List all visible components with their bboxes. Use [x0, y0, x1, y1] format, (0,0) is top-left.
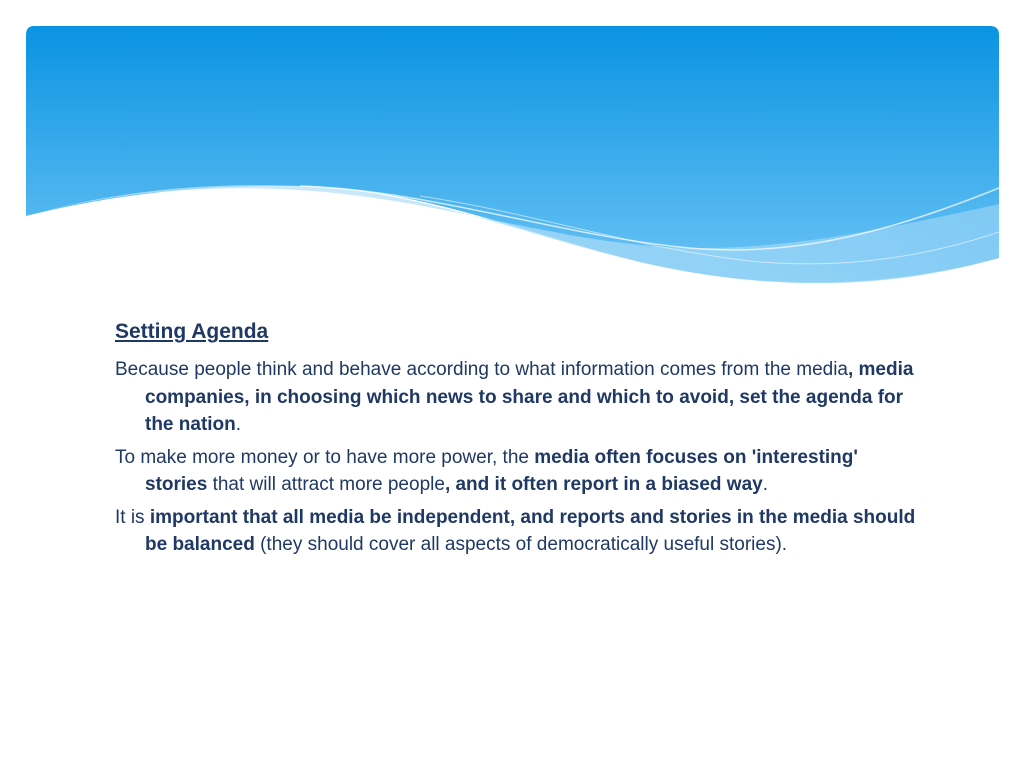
- paragraph-money-power-bold-1: media often focuses on 'interesting' stories: [145, 446, 858, 495]
- paragraph-independence-bold-1: important that all media be independent, and reports and stories in the media should be balanced: [145, 506, 916, 555]
- paragraph-independence-text-2: (they should cover all aspects of democratically useful stories).: [254, 534, 788, 555]
- paragraph-independence: [115, 504, 925, 559]
- wave-banner: [0, 0, 1024, 300]
- paragraph-money-power-text-1: To make more money or to have more power, the: [115, 446, 535, 468]
- slide-heading: Setting Agenda: [115, 320, 269, 343]
- paragraph-agenda-text-2: .: [235, 414, 242, 435]
- paragraph-agenda-text-1: Because people think and behave according to what information comes from the media: [115, 359, 848, 380]
- paragraph-money-power-bold-2: , and it often report in a biased way: [444, 474, 763, 495]
- slide-content: [115, 318, 925, 564]
- paragraph-money-power-text-2: that will attract more people: [207, 474, 445, 495]
- paragraph-money-power-text-3: .: [762, 474, 768, 495]
- paragraph-agenda: [115, 356, 925, 439]
- paragraph-money-power: [115, 444, 925, 499]
- paragraph-agenda-bold-1: , media companies, in choosing which news to share and which to avoid, set the agenda for the nation: [145, 359, 914, 435]
- paragraph-independence-text-1: It is: [115, 506, 150, 528]
